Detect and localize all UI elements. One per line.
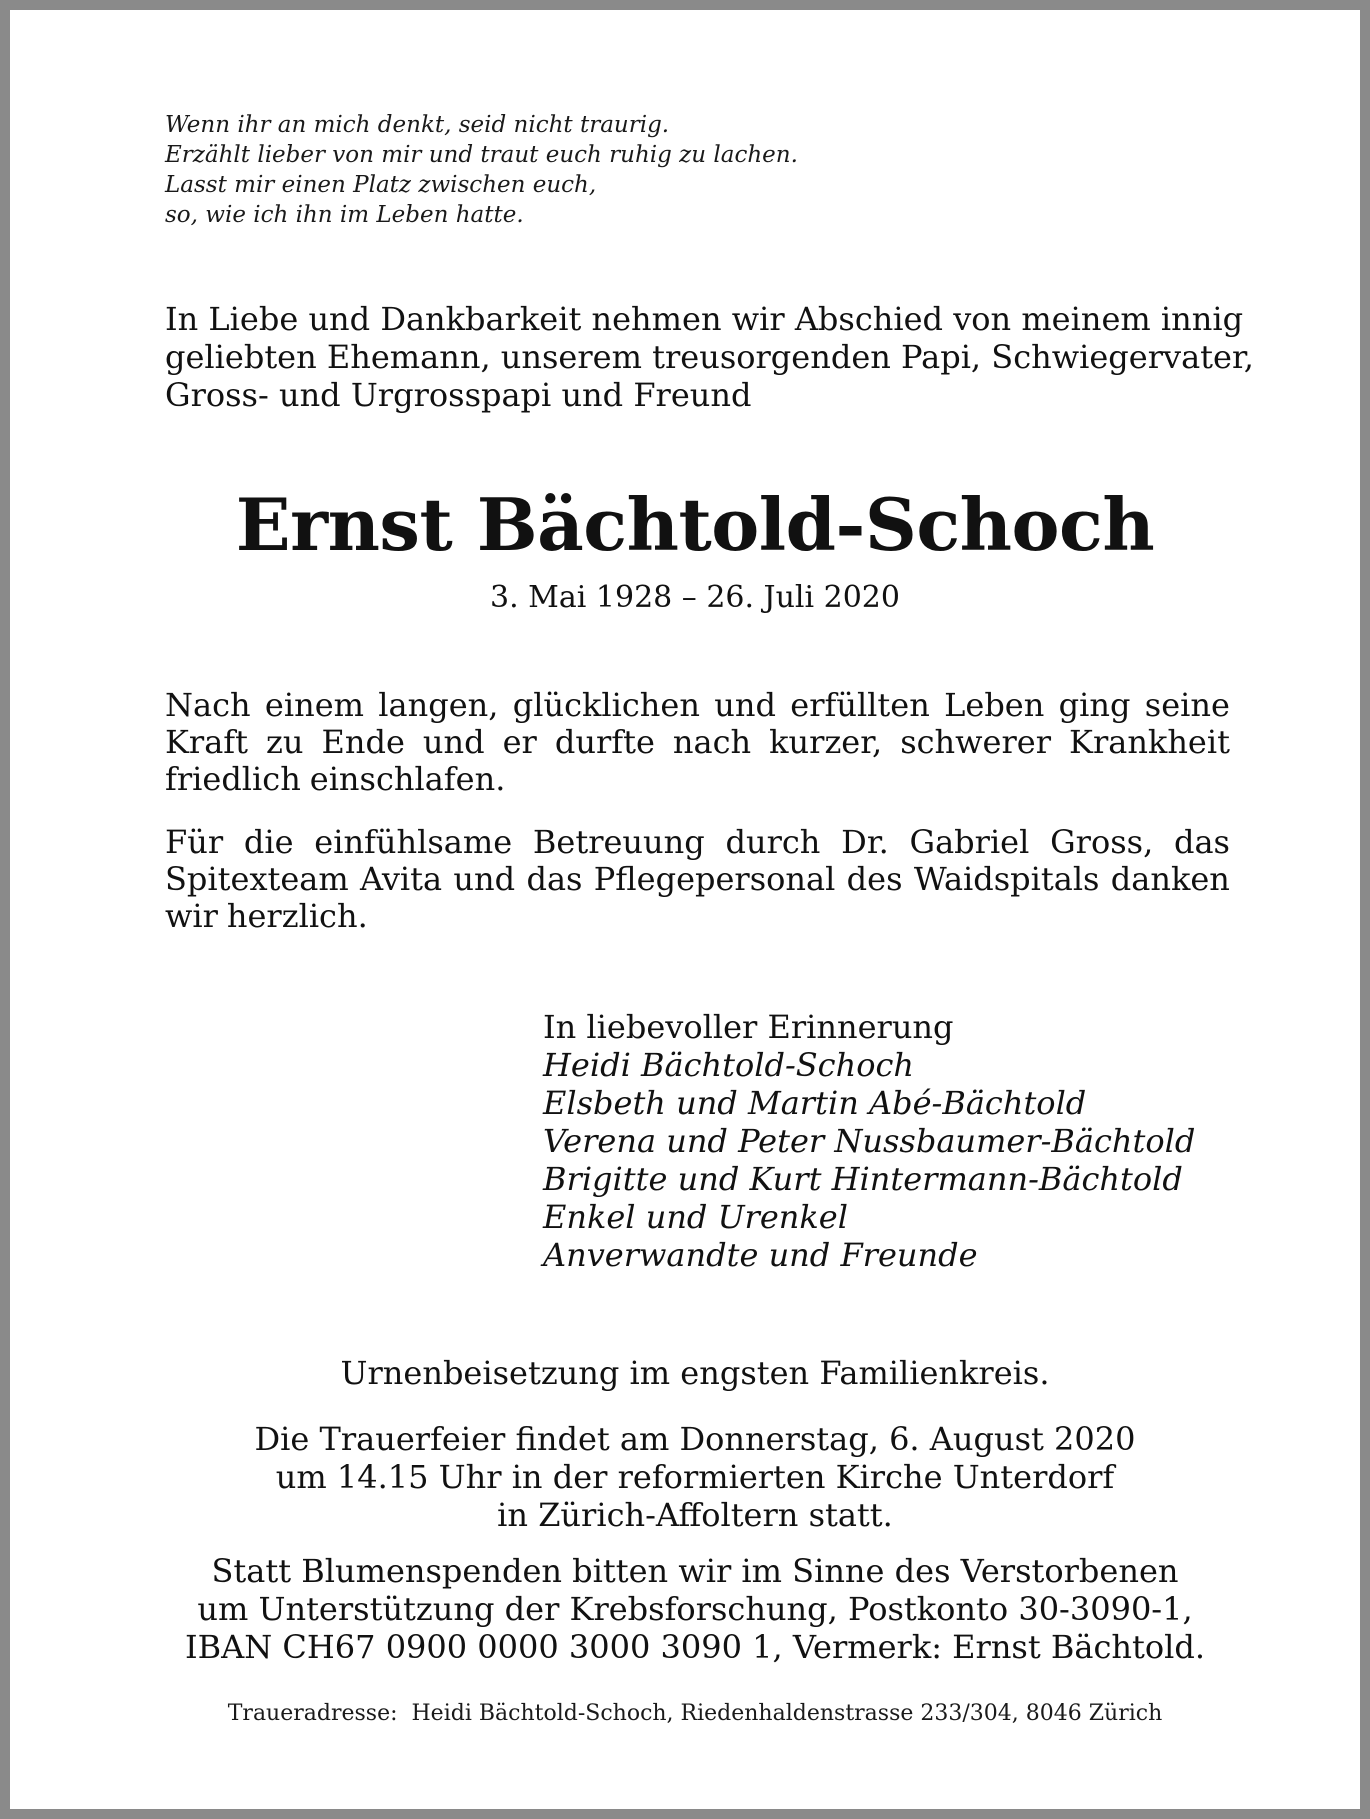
word: Avita [360, 860, 443, 898]
paragraph-line [165, 724, 1230, 761]
word: seine [1144, 686, 1230, 724]
word: Waidspitals [913, 860, 1100, 898]
memory-heading: In liebevoller Erinnerung [543, 1008, 954, 1046]
word: er [502, 723, 537, 761]
paragraph-line [165, 824, 1230, 861]
word: Gross, [1050, 823, 1154, 861]
mourner-name: Elsbeth und Martin Abé-Bächtold [543, 1084, 1087, 1122]
thanks-paragraph [165, 824, 1230, 935]
word: langen, [378, 686, 499, 724]
paragraph-line [165, 687, 1230, 724]
paragraph-line [165, 861, 1230, 898]
word: nach [672, 723, 752, 761]
word: danken [1110, 860, 1230, 898]
word: glücklichen [512, 686, 700, 724]
word: durfte [554, 723, 655, 761]
intro-line: Gross- und Urgrosspapi und Freund [165, 376, 752, 414]
donation-line: um Unterstützung der Krebsforschung, Postkonto 30-3090-1, [197, 1590, 1193, 1628]
poem-line: Erzählt lieber von mir und traut euch ruhig zu lachen. [165, 142, 798, 168]
life-paragraph [165, 687, 1230, 798]
word: die [243, 823, 294, 861]
word: zu [266, 723, 304, 761]
word: wir [165, 897, 218, 935]
poem-line: Wenn ihr an mich denkt, seid nicht traurig. [165, 112, 670, 138]
word: erfüllten [790, 686, 930, 724]
poem-quote [165, 110, 1065, 230]
urn-notice: Urnenbeisetzung im engsten Familienkreis. [340, 1354, 1050, 1392]
word: Leben [944, 686, 1045, 724]
word: Krankheit [1069, 723, 1230, 761]
mourner-name: Verena und Peter Nussbaumer-Bächtold [543, 1122, 1196, 1160]
deceased-name: Ernst Bächtold-Schoch [235, 482, 1155, 567]
mourners-list [543, 1046, 1243, 1274]
word: ging [1058, 686, 1131, 724]
word: Dr. [841, 823, 889, 861]
donation-line: IBAN CH67 0900 0000 3000 3090 1, Vermerk: Ernst Bächtold. [184, 1628, 1206, 1666]
word: das [1173, 823, 1230, 861]
word: herzlich. [226, 897, 368, 935]
word: und [422, 723, 485, 761]
ceremony-line: in Zürich-Affoltern statt. [497, 1496, 893, 1534]
mourner-name: Enkel und Urenkel [543, 1198, 848, 1236]
life-dates: 3. Mai 1928 – 26. Juli 2020 [490, 580, 900, 615]
word: einem [264, 686, 364, 724]
word: Gabriel [909, 823, 1030, 861]
word: und [714, 686, 776, 724]
word: Nach [165, 686, 251, 724]
word: einfühlsame [314, 823, 513, 861]
word: Betreuung [532, 823, 705, 861]
obituary-page [10, 10, 1360, 1809]
intro-line: geliebten Ehemann, unserem treusorgenden Papi, Schwiegervater, [165, 338, 1254, 376]
word: das [526, 860, 583, 898]
paragraph-line [165, 761, 1230, 798]
paragraph-line [165, 898, 1230, 935]
word: Für [165, 823, 224, 861]
word: durch [725, 823, 821, 861]
poem-line: so, wie ich ihn im Leben hatte. [165, 202, 524, 228]
word: und [453, 860, 516, 898]
mourner-name: Anverwandte und Freunde [543, 1236, 978, 1274]
word: Spitexteam [165, 860, 349, 898]
word: friedlich [165, 760, 301, 798]
intro-line: In Liebe und Dankbarkeit nehmen wir Abschied von meinem innig [165, 300, 1244, 338]
word: Pflegepersonal [593, 860, 836, 898]
ceremony-line: Die Trauerfeier findet am Donnerstag, 6. August 2020 [254, 1420, 1136, 1458]
ceremony-line: um 14.15 Uhr in der reformierten Kirche Unterdorf [275, 1458, 1115, 1496]
word: schwerer [900, 723, 1052, 761]
word: einschlafen. [309, 760, 506, 798]
donation-line: Statt Blumenspenden bitten wir im Sinne des Verstorbenen [211, 1552, 1179, 1590]
ceremony-notice [10, 1420, 1370, 1534]
mourning-address: Traueradresse: Heidi Bächtold-Schoch, Riedenhaldenstrasse 233/304, 8046 Zürich [227, 1701, 1163, 1726]
poem-line: Lasst mir einen Platz zwischen euch, [165, 172, 597, 198]
word: Ende [321, 723, 405, 761]
mourner-name: Heidi Bächtold-Schoch [543, 1046, 914, 1084]
donation-notice [10, 1552, 1370, 1666]
word: Kraft [165, 723, 248, 761]
mourners-block [543, 1008, 1243, 1274]
intro-text [165, 300, 1254, 414]
mourner-name: Brigitte und Kurt Hintermann-Bächtold [543, 1160, 1183, 1198]
word: des [846, 860, 903, 898]
word: kurzer, [769, 723, 883, 761]
